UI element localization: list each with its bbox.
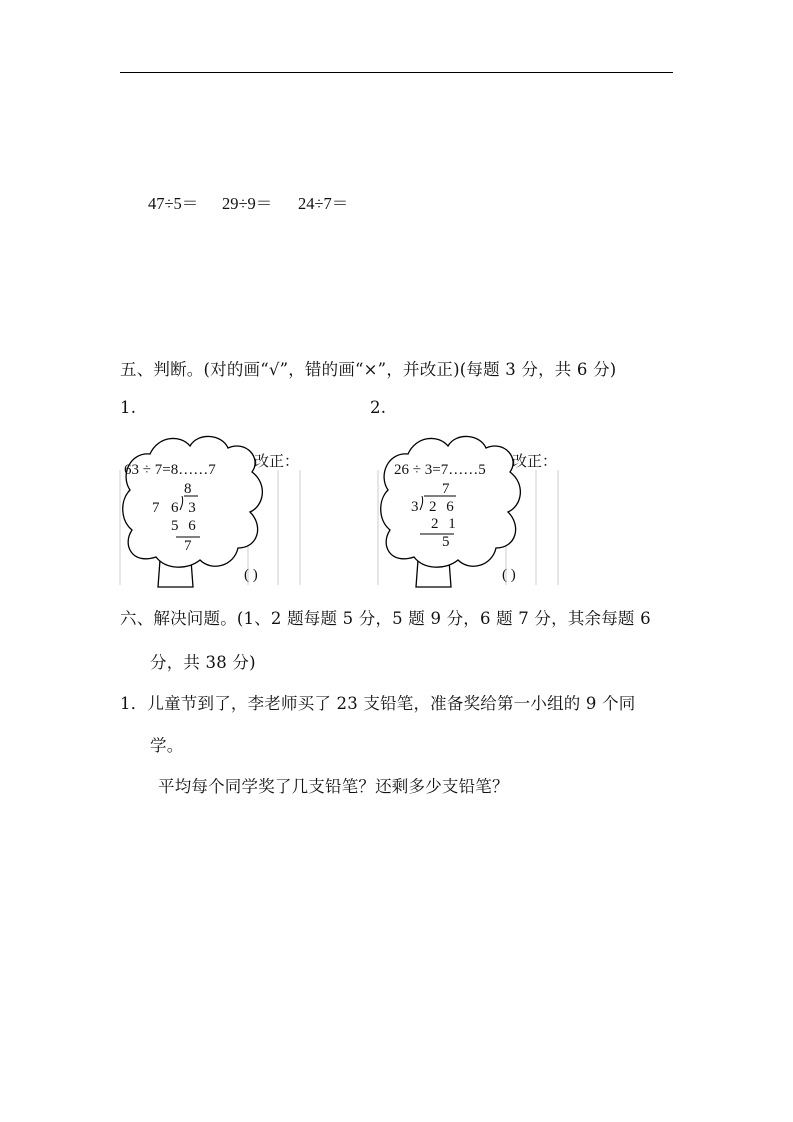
tree1-divisor: 7	[152, 500, 160, 516]
tree1-equation: 63 ÷ 7=8……7	[124, 462, 216, 478]
section5-title: 五、判断。(对的画“√”，错的画“×”，并改正)(每题 3 分，共 6 分)	[120, 360, 617, 379]
tree2-quotient: 7	[442, 481, 450, 497]
tree2-dividend: 2 6	[429, 499, 457, 515]
tree1-remainder: 7	[184, 538, 192, 554]
question1-text: 1．儿童节到了，李老师买了 23 支铅笔，准备奖给第一小组的 9 个同	[120, 694, 636, 713]
tree1-product: 5 6	[171, 518, 199, 534]
question1-text-cont: 学。	[150, 736, 184, 755]
tree1-correction-label: 改正：	[254, 452, 300, 470]
equation-3: 24÷7＝	[298, 194, 349, 213]
header-rule	[120, 72, 673, 73]
section6-title: 六、解决问题。(1、2 题每题 5 分，5 题 9 分，6 题 7 分，其余每题 6	[120, 609, 651, 628]
tree1-dividend: 6 3	[171, 500, 199, 516]
tree2-remainder: 5	[442, 534, 450, 550]
tree2-correction-label: 改正：	[512, 452, 558, 470]
section6-title-cont: 分，共 38 分)	[150, 653, 256, 672]
tree2-product: 2 1	[431, 516, 459, 532]
tree2-divisor: 3	[411, 499, 419, 515]
equation-2: 29÷9＝	[222, 194, 273, 213]
tree1-quotient: 8	[184, 481, 192, 497]
question1-prompt: 平均每个同学奖了几支铅笔？还剩多少支铅笔？	[158, 777, 509, 796]
tree1-answer-paren[interactable]: ( )	[244, 567, 258, 583]
tree-card-2	[376, 430, 561, 590]
tree2-answer-paren[interactable]: ( )	[502, 567, 516, 583]
item1-number: 1.	[120, 398, 137, 417]
tree-card-1	[118, 430, 303, 590]
tree2-equation: 26 ÷ 3=7……5	[394, 462, 486, 478]
item2-number: 2.	[370, 398, 387, 417]
equation-1: 47÷5＝	[148, 194, 199, 213]
